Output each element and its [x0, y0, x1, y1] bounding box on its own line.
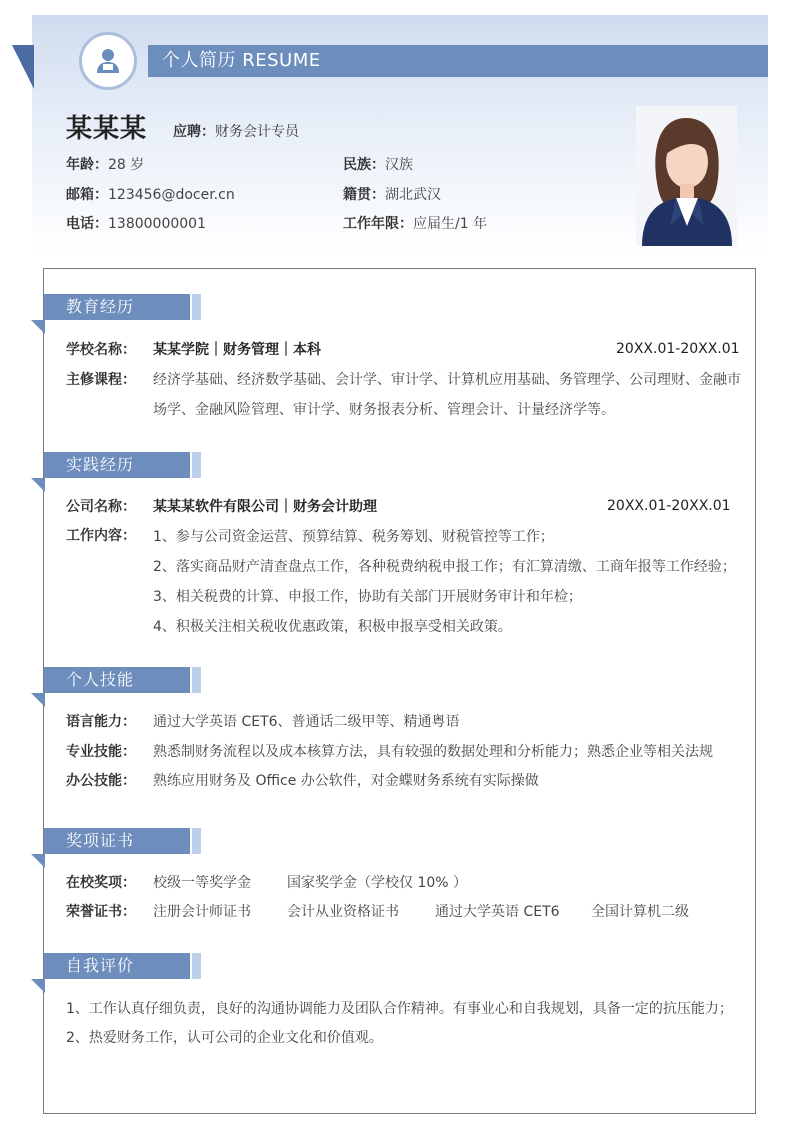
company-row	[66, 497, 377, 517]
honor-item: 通过大学英语 CET6	[435, 904, 560, 920]
phone-label: 电话：	[66, 216, 108, 232]
self-eval-item: 1、工作认真仔细负责，良好的沟通协调能力及团队合作精神。有事业心和自我规划，具备一定的抗压能力；	[66, 1001, 733, 1017]
honors-row	[66, 902, 136, 922]
hometown-value: 湖北武汉	[385, 187, 441, 203]
ethnicity-info	[343, 154, 413, 174]
work-content-label: 工作内容：	[66, 528, 136, 544]
school-awards-label: 在校奖项：	[66, 875, 136, 891]
age-label: 年龄：	[66, 157, 108, 173]
honors-label: 荣誉证书：	[66, 904, 136, 920]
age-value: 28 岁	[108, 157, 145, 173]
years-info	[343, 213, 487, 233]
hometown-label: 籍贯：	[343, 187, 385, 203]
work-item: 1、参与公司资金运营、预算结算、税务筹划、财税管控等工作；	[153, 529, 554, 545]
title-bar-fold	[12, 45, 34, 89]
years-value: 应届生/1 年	[413, 216, 488, 232]
email-value: 123456@docer.cn	[108, 187, 235, 203]
school-award-item: 校级一等奖学金	[153, 875, 251, 891]
skills-heading-label: 个人技能	[44, 667, 190, 693]
self-eval-heading-label: 自我评价	[44, 953, 190, 979]
language-value: 通过大学英语 CET6、普通话二级甲等、精通粤语	[153, 714, 460, 730]
company-label: 公司名称：	[66, 499, 136, 515]
school-awards-row	[66, 873, 136, 893]
professional-label: 专业技能：	[66, 744, 136, 760]
email-label: 邮箱：	[66, 187, 108, 203]
office-value: 熟练应用财务及 Office 办公软件，对金蝶财务系统有实际操做	[153, 773, 539, 789]
school-award-item: 国家奖学金（学校仅 10% ）	[287, 875, 468, 891]
office-label: 办公技能：	[66, 773, 136, 789]
practice-date: 20XX.01-20XX.01	[607, 498, 731, 514]
honor-item: 全国计算机二级	[591, 904, 689, 920]
work-item: 4、积极关注相关税收优惠政策，积极申报享受相关政策。	[153, 619, 512, 635]
email-info	[66, 184, 235, 204]
language-label: 语言能力：	[66, 714, 136, 730]
practice-heading-label: 实践经历	[44, 452, 190, 478]
profile-photo	[636, 106, 737, 246]
office-row	[66, 771, 539, 791]
professional-value: 熟悉制财务流程以及成本核算方法，具有较强的数据处理和分析能力；熟悉企业等相关法规	[153, 744, 713, 760]
school-value: 某某学院｜财务管理｜本科	[153, 342, 321, 358]
courses-line-2: 场学、金融风险管理、审计学、财务报表分析、管理会计、计量经济学等。	[153, 402, 615, 418]
work-item: 3、相关税费的计算、申报工作，协助有关部门开展财务审计和年检；	[153, 589, 582, 605]
professional-row	[66, 742, 713, 762]
self-eval-item: 2、热爱财务工作，认可公司的企业文化和价值观。	[66, 1030, 383, 1046]
school-row	[66, 340, 321, 360]
honor-item: 注册会计师证书	[153, 904, 251, 920]
work-item: 2、落实商品财产清查盘点工作，各种税费纳税申报工作；有汇算清缴、工商年报等工作经验；	[153, 559, 736, 575]
apply-position	[173, 121, 299, 141]
ethnicity-value: 汉族	[385, 157, 413, 173]
education-heading-label: 教育经历	[44, 294, 190, 320]
school-label: 学校名称：	[66, 342, 136, 358]
courses-row	[66, 370, 741, 390]
courses-label: 主修课程：	[66, 372, 136, 388]
honor-item: 会计从业资格证书	[287, 904, 399, 920]
phone-value: 13800000001	[108, 216, 206, 232]
company-value: 某某某软件有限公司｜财务会计助理	[153, 499, 377, 515]
ethnicity-label: 民族：	[343, 157, 385, 173]
awards-heading-label: 奖项证书	[44, 828, 190, 854]
hometown-info	[343, 184, 441, 204]
years-label: 工作年限：	[343, 216, 413, 232]
resume-title: 个人简历 RESUME	[148, 45, 768, 77]
age-info	[66, 154, 144, 174]
apply-label: 应聘：	[173, 124, 215, 140]
user-icon	[79, 32, 137, 90]
language-row	[66, 712, 460, 732]
apply-value: 财务会计专员	[215, 124, 299, 140]
courses-line-1: 经济学基础、经济数学基础、会计学、审计学、计算机应用基础、务管理学、公司理财、金融市	[153, 372, 741, 388]
phone-info	[66, 213, 206, 233]
candidate-name: 某某某	[66, 114, 148, 144]
education-date: 20XX.01-20XX.01	[616, 341, 740, 357]
